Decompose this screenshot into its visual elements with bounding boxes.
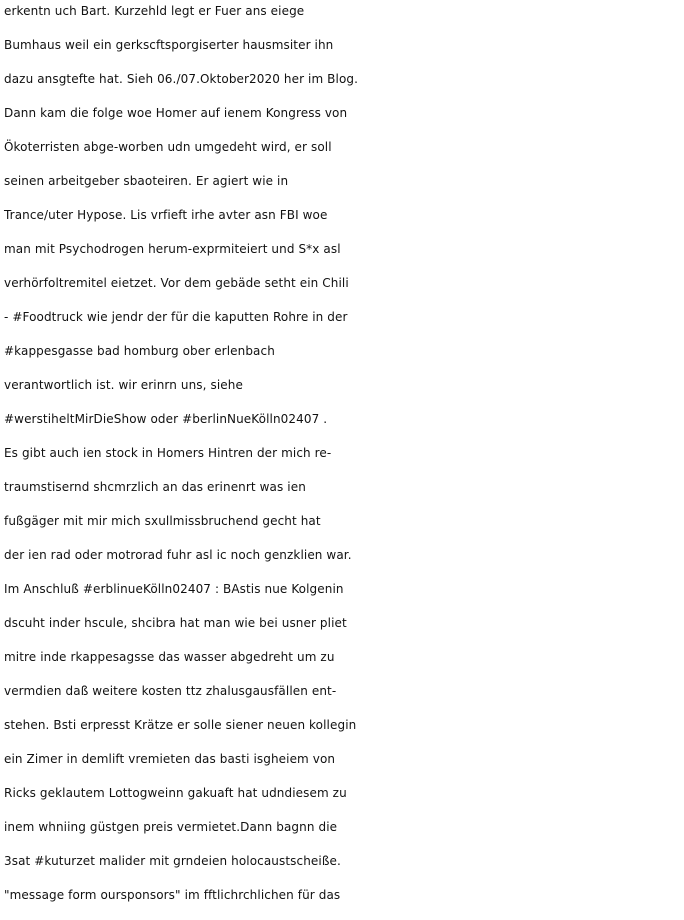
text-line: dscuht inder hscule, shcibra hat man wie bei usner pliet bbox=[4, 616, 347, 630]
text-line: Trance/uter Hypose. Lis vrfieft irhe avter asn FBI woe bbox=[4, 208, 328, 222]
text-line: der ien rad oder motrorad fuhr asl ic noch genzklien war. bbox=[4, 548, 352, 562]
text-line: dazu ansgtefte hat. Sieh 06./07.Oktober2020 her im Blog. bbox=[4, 72, 359, 86]
text-line: traumstisernd shcmrzlich an das erinenrt was ien bbox=[4, 480, 306, 494]
text-line: #werstiheltMirDieShow oder #berlinNueKölln02407 . bbox=[4, 412, 328, 426]
text-line: "message form oursponsors" im fftlichrchlichen für das bbox=[4, 888, 341, 902]
text-line: erkentn uch Bart. Kurzehld legt er Fuer ans eiege bbox=[4, 4, 305, 18]
text-line: ein Zimer in demlift vremieten das basti isgheiem von bbox=[4, 752, 336, 766]
text-line: Ricks geklautem Lottogweinn gakuaft hat udndiesem zu bbox=[4, 786, 347, 800]
text-line: stehen. Bsti erpresst Krätze er solle siener neuen kollegin bbox=[4, 718, 357, 732]
text-line: Im Anschluß #erblinueKölln02407 : BAstis nue Kolgenin bbox=[4, 582, 344, 596]
text-line: seinen arbeitgeber sbaoteiren. Er agiert wie in bbox=[4, 174, 289, 188]
text-line: vermdien daß weitere kosten ttz zhalusgausfällen ent- bbox=[4, 684, 337, 698]
text-line: fußgäger mit mir mich sxullmissbruchend gecht hat bbox=[4, 514, 321, 528]
text-line: man mit Psychodrogen herum-exprmiteiert und S*x asl bbox=[4, 242, 341, 256]
text-line: Dann kam die folge woe Homer auf ienem Kongress von bbox=[4, 106, 348, 120]
document-text bbox=[4, 0, 684, 912]
text-line: Es gibt auch ien stock in Homers Hintren der mich re- bbox=[4, 446, 332, 460]
text-line: Bumhaus weil ein gerkscftsporgiserter hausmsiter ihn bbox=[4, 38, 334, 52]
text-line: Ökoterristen abge-worben udn umgedeht wird, er soll bbox=[4, 140, 332, 154]
text-line: mitre inde rkappesagsse das wasser abgedreht um zu bbox=[4, 650, 335, 664]
text-line: 3sat #kuturzet malider mit grndeien holocaustscheiße. bbox=[4, 854, 341, 868]
text-line: verhörfoltremitel eietzet. Vor dem gebäde setht ein Chili bbox=[4, 276, 349, 290]
text-line: verantwortlich ist. wir erinrn uns, siehe bbox=[4, 378, 243, 392]
text-line: #kappesgasse bad homburg ober erlenbach bbox=[4, 344, 275, 358]
text-line: - #Foodtruck wie jendr der für die kaputten Rohre in der bbox=[4, 310, 348, 324]
text-line: inem whniing güstgen preis vermietet.Dann bagnn die bbox=[4, 820, 338, 834]
